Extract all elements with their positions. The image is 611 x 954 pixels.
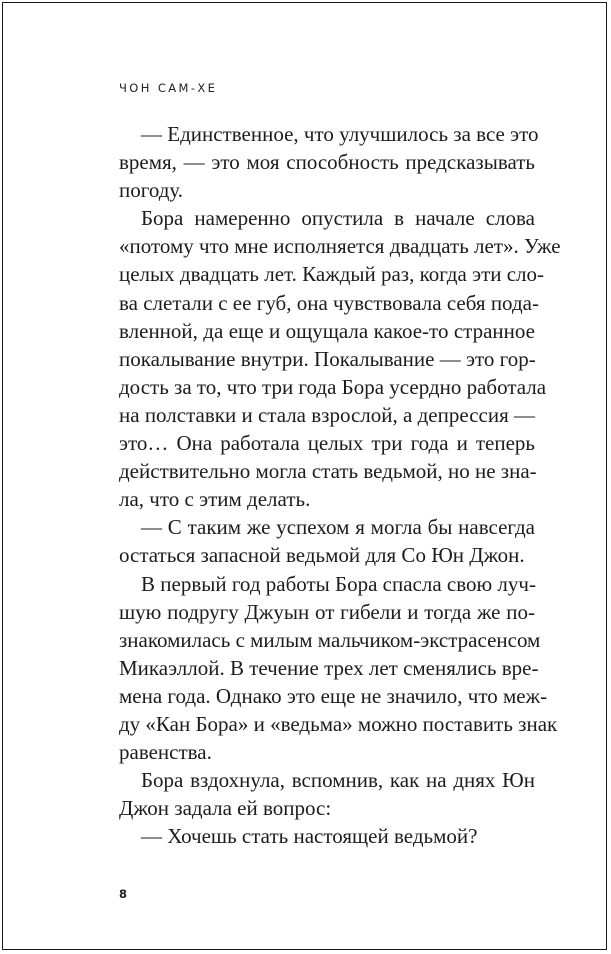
text-line: целых двадцать лет. Каждый раз, когда эти сло- [119, 262, 545, 287]
page-number: 8 [119, 887, 128, 901]
text-line: равенства. [119, 740, 212, 765]
text-line: мена года. Однако это еще не значило, что меж- [119, 683, 548, 708]
text-line: Бора намеренно опустила в начале слова [141, 206, 535, 231]
running-head-author: ЧОН САМ-ХЕ [119, 81, 218, 95]
text-line: остаться запасной ведьмой для Со Юн Джон. [119, 543, 525, 568]
text-line: В первый год работы Бора спасла свою луч- [141, 571, 536, 596]
text-line: — Единственное, что улучшилось за все это [141, 122, 539, 146]
text-line: ла, что с этим делать. [119, 487, 311, 512]
text-line: «потому что мне исполняется двадцать лет». Уже [119, 234, 561, 259]
text-line: на полставки и стала взрослой, а депрессия — [119, 402, 535, 427]
text-line: вленной, да еще и ощущала какое-то странное [119, 318, 535, 343]
text-line: действительно могла стать ведьмой, но не зна- [119, 459, 537, 484]
text-line: время, — это моя способность предсказывать [119, 150, 535, 175]
text-line: шую подругу Джуын от гибели и тогда же по- [119, 599, 535, 624]
text-line: — С таким же успехом я могла бы навсегда [141, 515, 535, 540]
text-line: покалывание внутри. Покалывание — это гор- [119, 346, 536, 371]
text-line: ва слетали с ее губ, она чувствовала себя пода- [119, 290, 539, 315]
book-page [2, 2, 607, 950]
text-line: погоду. [119, 178, 184, 203]
text-line: Джон задала ей вопрос: [119, 796, 332, 821]
text-line: ду «Кан Бора» и «ведьма» можно поставить знак [119, 711, 558, 736]
text-line: дость за то, что три года Бора усердно работала [119, 374, 547, 399]
text-line: — Хочешь стать настоящей ведьмой? [141, 824, 478, 849]
text-line: знакомилась с милым мальчиком-экстрасенсом [119, 627, 541, 652]
text-line: Бора вздохнула, вспомнив, как на днях Юн [141, 768, 535, 793]
body-text [119, 120, 561, 850]
text-line: это… Она работала целых три года и теперь [119, 431, 535, 456]
text-line: Микаэллой. В течение трех лет сменялись вре- [119, 655, 539, 680]
